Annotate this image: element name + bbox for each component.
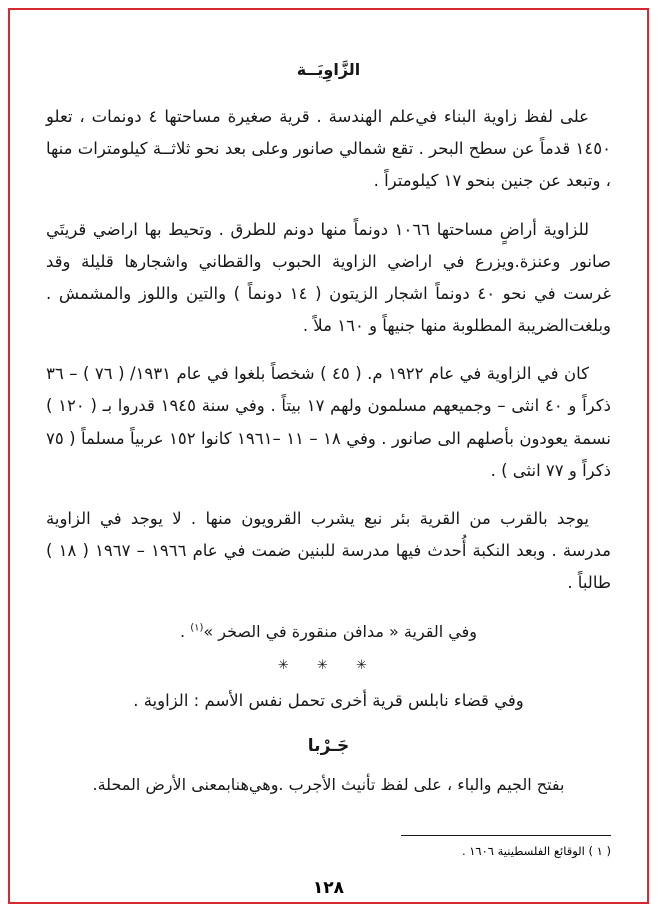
section-separator: ✳ ✳ ✳ — [278, 657, 379, 673]
entry-jarba-definition: بفتح الجيم والباء ، على لفظ تأنيث الأجرب .وهي‌هنا‌بمعنى الأرض المحلة. — [92, 775, 565, 795]
closing-line: وفي قضاء نابلس قرية أخرى تحمل نفس الأسم : الزاوية . — [133, 690, 524, 710]
paragraph-3: كان في الزاوية في عام ١٩٢٢ م. ( ٤٥ ) شخصاً بلغوا في عام ١٩٣١/ ( ٧٦ ) – ٣٦ ذكراً و ٤٠ انثى – وجميعهم مسلمون ولهم ١٧ بيتاً . وفي سنة ١٩٤٥ قدروا بـ ( ١٢٠ ) نسمة يعودون بأصلهم الى صانور . وفي ١٨ – ١١ –١٩٦١ كانوا ١٥٢ عربياً مسلماً ( ٧٥ ذكراً و ٧٧ انثى ) . — [46, 364, 611, 480]
note-line — [46, 617, 611, 647]
page-number: ١٢٨ — [312, 878, 345, 898]
note-line-text: وفي القرية « مدافن منقورة في الصخر » — [203, 622, 477, 642]
note-line-terminator: . — [180, 622, 186, 642]
footnote-1 — [0, 842, 611, 860]
paragraph-2: للزاوية أراضٍ مساحتها ١٠٦٦ دونماً منها دونم للطرق . وتحيط بها اراضي قريتَي صانور وعنزة.ويزرع في اراضي الزاوية الحبوب والقطاني واشجارها قليلة وقد غرست في نحو ٤٠ دونماً اشجار الزيتون ( ١٤ دونماً ) والتين واللوز والمشمش . وبلغت‌الضريبة المطلوبة منها جنيهاً و ١٦٠ ملاً . — [46, 219, 612, 336]
footnote-text: الوقائع الفلسطينية ١٦٠٦ . — [461, 843, 585, 858]
entry-title-zawiya: الزَّاوِيَــة — [296, 60, 361, 79]
footnote-reference-marker: (١) — [190, 623, 204, 635]
entry-title-jarba: جَـرْبا — [307, 736, 350, 757]
footnote-divider — [401, 835, 611, 836]
footnote-area — [0, 835, 657, 860]
footnote-marker: ( ١ ) — [588, 843, 611, 858]
page-content — [46, 60, 611, 882]
paragraph-1: على لفظ زاوية البناء في‌علم الهندسة . قرية صغيرة مساحتها ٤ دونمات ، تعلو ١٤٥٠ قدماً عن سطح البحر . تقع شمالي صانور وعلى بعد نحو ثلاثــة كيلومترات منها ، وتبعد عن جنين بنحو ١٧ كيلومتراً . — [46, 107, 611, 191]
paragraph-4: يوجد بالقرب من القرية بئر نبع يشرب القرويون منها . لا يوجد في الزاوية مدرسة . وبعد النكبة أُحدث فيها مدرسة للبنين ضمت في عام ١٩٦٦ – ١٩٦٧ ( ١٨ ) طالباً . — [46, 508, 612, 593]
